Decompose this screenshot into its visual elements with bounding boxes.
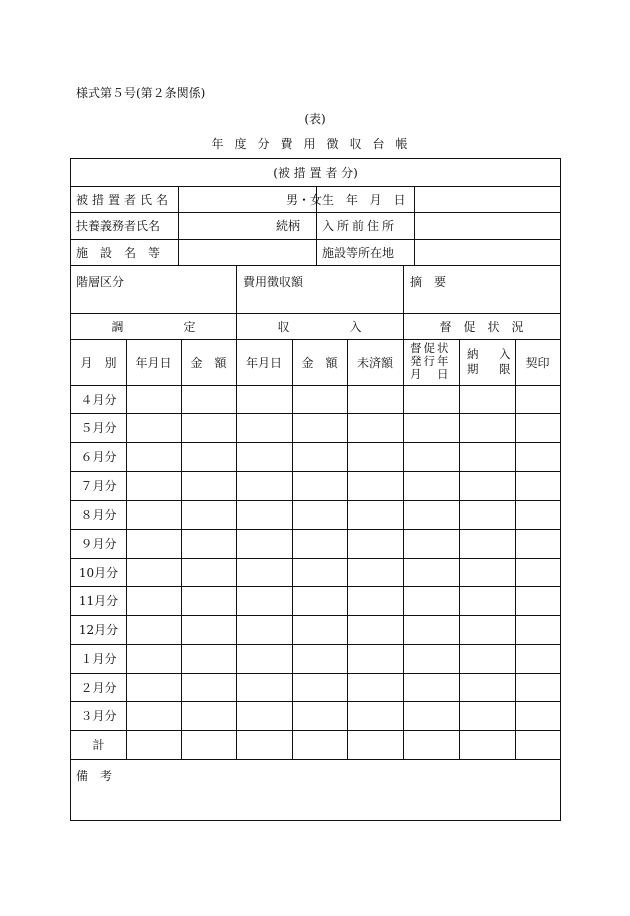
- remarks-label: 備 考: [76, 769, 113, 783]
- col-unpaid: 未済額: [356, 355, 393, 370]
- info-label-birthdate: 生 年 月 日: [322, 192, 410, 207]
- month-row-label: ４月分: [80, 392, 117, 407]
- col-seal: 契印: [525, 355, 550, 370]
- col-tokusoku-line-3: 月 日: [410, 367, 451, 381]
- info-sex: 男・女: [286, 192, 323, 207]
- col-shunyu-date: 年月日: [245, 355, 282, 370]
- total-row-label: 計: [92, 738, 105, 752]
- month-row-label: ３月分: [80, 709, 117, 723]
- page-title: 年度分費用徴収台帳: [211, 137, 419, 151]
- summary-fee: 費用徴収額: [243, 275, 304, 289]
- group-shunyu: 収 入: [277, 319, 362, 334]
- col-month: 月 別: [80, 355, 117, 370]
- col-nonyu-3: 期: [467, 362, 479, 376]
- group-tokusoku: 督 促 状 況: [439, 319, 524, 334]
- col-nonyu-2: 入: [499, 347, 511, 361]
- col-tokusoku-line-2: 発行年: [410, 354, 451, 368]
- info-label-facility-name: 施 設 名 等: [76, 245, 161, 260]
- info-label-facility-location: 施設等所在地: [322, 245, 395, 260]
- col-chotei-amount: 金 額: [190, 355, 227, 370]
- section-label: (被 措 置 者 分): [273, 166, 358, 180]
- summary-remarks: 摘 要: [410, 275, 447, 289]
- month-row-label: 12月分: [78, 623, 119, 637]
- month-row-label: ２月分: [80, 680, 117, 695]
- ledger-form: [70, 158, 561, 821]
- info-relationship: 続柄: [276, 219, 301, 233]
- col-tokusoku-line-1: 督促状: [410, 341, 451, 355]
- month-row-label: １月分: [80, 652, 117, 666]
- col-nonyu-1: 納: [467, 347, 479, 361]
- info-label-guardian-name: 扶養義務者氏名: [76, 219, 161, 233]
- col-chotei-date: 年月日: [135, 355, 172, 370]
- month-row-label: ８月分: [80, 508, 117, 522]
- col-nonyu-4: 限: [499, 362, 511, 376]
- info-label-prior-address: 入所前住所: [322, 219, 398, 233]
- side-label: (表): [304, 112, 326, 126]
- col-shunyu-amount: 金 額: [301, 355, 338, 370]
- group-chotei: 調 定: [111, 319, 196, 334]
- month-row-label: ７月分: [80, 479, 117, 493]
- form-number: 様式第５号(第２条関係): [76, 86, 206, 100]
- month-row-label: ６月分: [80, 450, 117, 464]
- month-row-label: ５月分: [80, 421, 117, 435]
- info-label-patient-name: 被措置者氏名: [76, 192, 173, 207]
- month-row-label: 10月分: [78, 565, 119, 580]
- month-row-label: 11月分: [78, 594, 119, 608]
- month-row-label: ９月分: [80, 537, 117, 551]
- summary-class: 階層区分: [76, 275, 125, 289]
